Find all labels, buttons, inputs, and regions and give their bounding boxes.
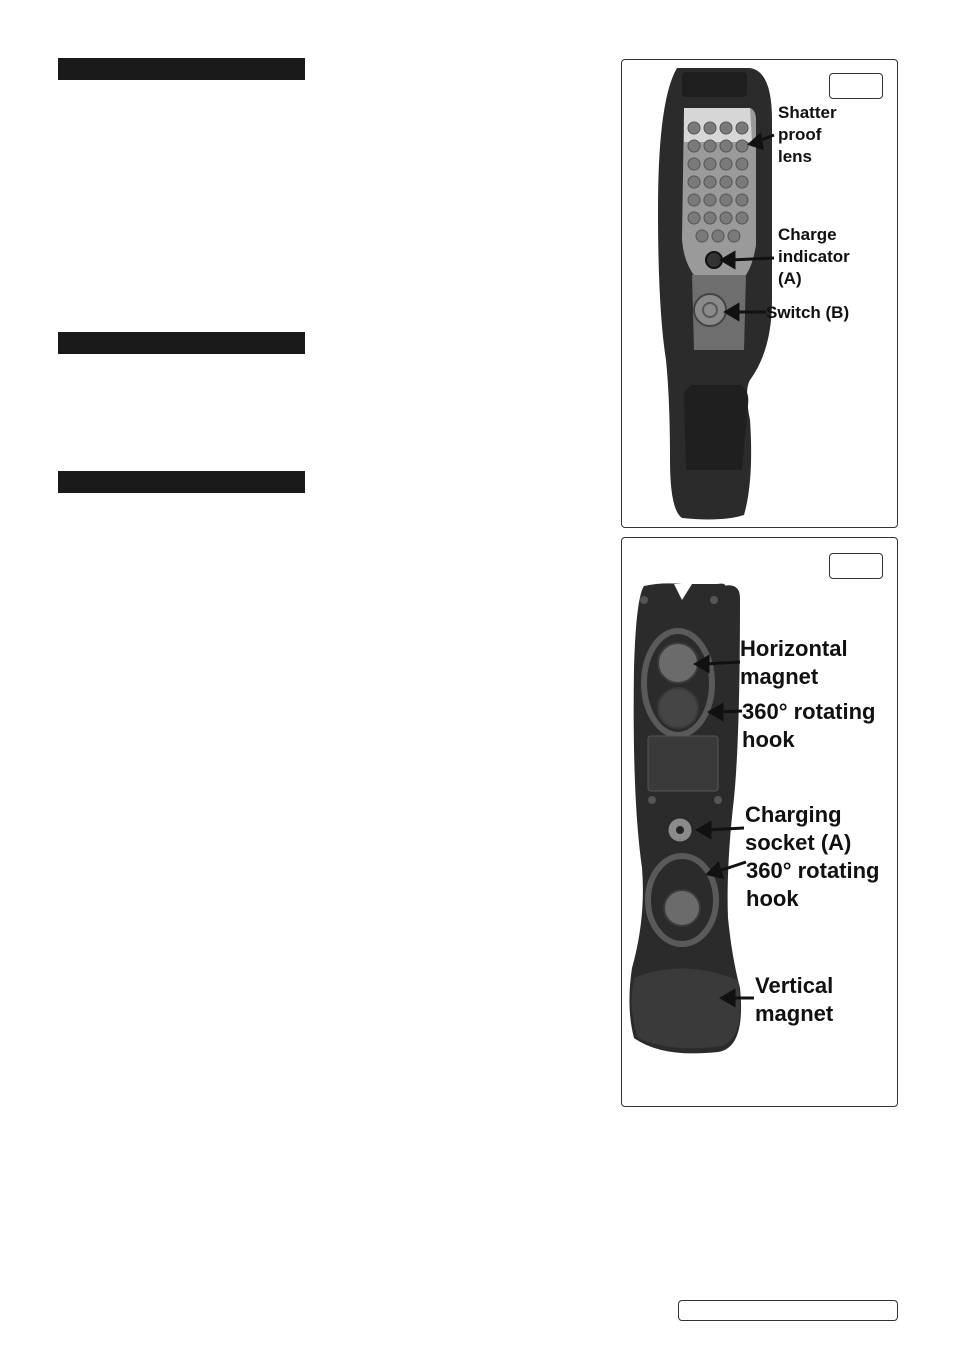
section-header-bar-1 [58, 58, 305, 80]
section-header-bar-3 [58, 471, 305, 493]
label-rotating-hook-top: 360° rotating hook [742, 699, 876, 752]
lamp-front-illustration [622, 60, 897, 527]
label-charge-indicator: Charge indicator (A) [778, 225, 850, 288]
section-header-bar-2 [58, 332, 305, 354]
footer-reference-box [678, 1300, 898, 1321]
figure-1-front-view [621, 59, 898, 528]
label-vertical-magnet: Vertical magnet [755, 973, 834, 1026]
label-horizontal-magnet: Horizontal magnet [740, 636, 848, 689]
label-switch: Switch (B) [766, 303, 850, 322]
label-rotating-hook-bottom: 360° rotating hook [746, 858, 880, 911]
label-shatterproof-lens: Shatter proof lens [778, 103, 837, 166]
label-charging-socket: Charging socket (A) [745, 802, 852, 855]
figure-2-rear-view [621, 537, 898, 1107]
